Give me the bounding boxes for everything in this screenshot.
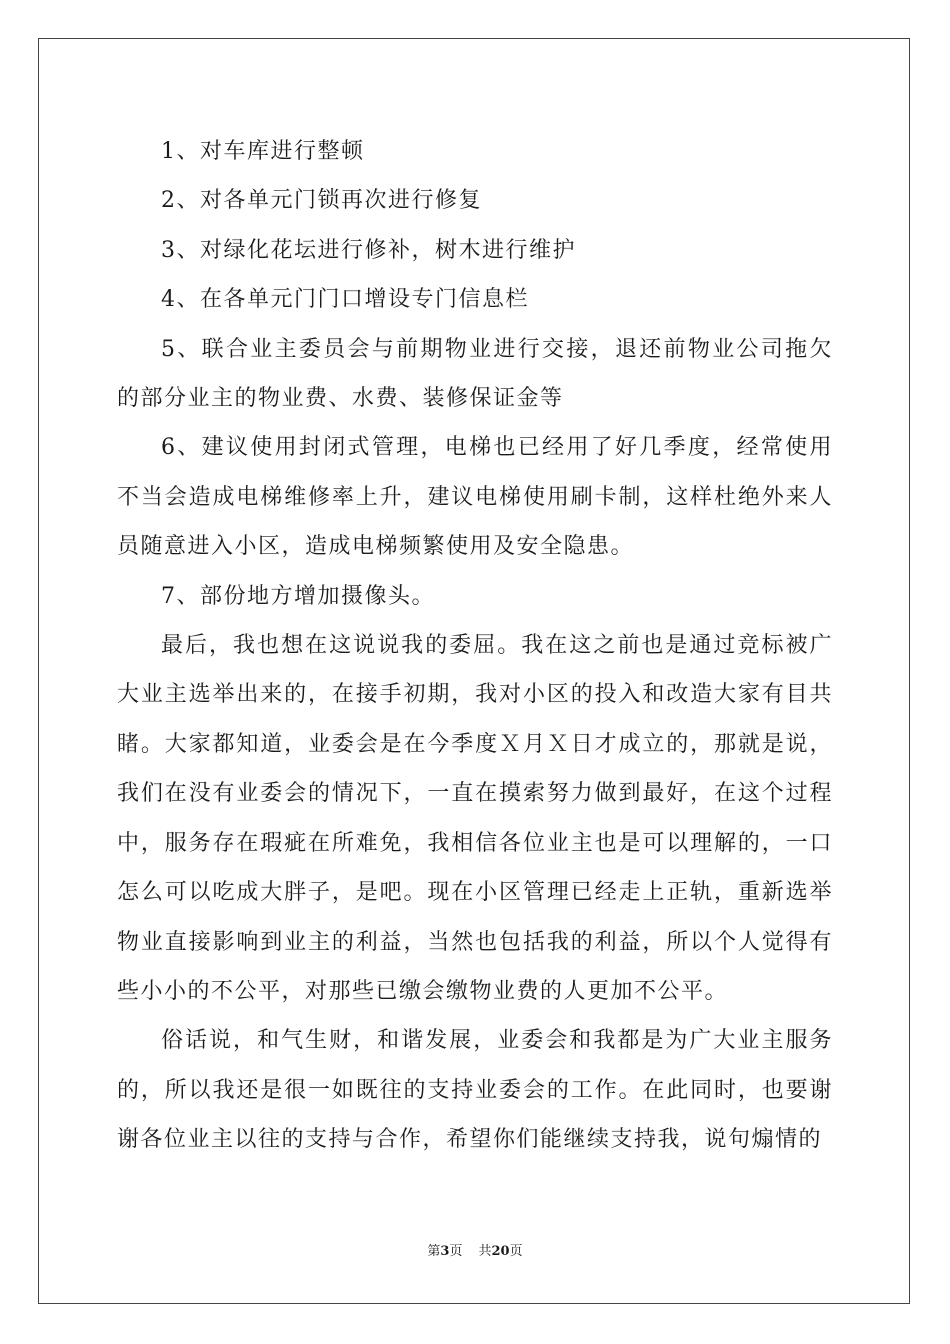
list-item-1: 1、对车库进行整顿 bbox=[161, 139, 365, 164]
list-item-4: 4、在各单元门门口增设专门信息栏 bbox=[161, 287, 529, 313]
list-item-3: 3、对绿化花坛进行修补，树木进行维护 bbox=[161, 237, 576, 263]
list-item-5: 5、联合业主委员会与前期物业进行交接，退还前物业公司拖欠的部分业主的物业费、水费、装修保证金等 bbox=[117, 336, 833, 412]
page-footer bbox=[0, 1244, 950, 1260]
total-page-number: 20 bbox=[491, 1244, 510, 1259]
page-prefix: 第 bbox=[427, 1244, 441, 1259]
list-item-7: 7、部份地方增加摄像头。 bbox=[161, 583, 435, 609]
document-body bbox=[117, 127, 833, 1165]
page-suffix: 页 bbox=[449, 1244, 463, 1259]
current-page-number: 3 bbox=[440, 1244, 450, 1259]
paragraph-closing: 俗话说，和气生财，和谐发展，业委会和我都是为广大业主服务的，所以我还是很一如既往的支持业委会的工作。在此同时，也要谢谢各位业主以往的支持与合作，希望你们能继续支持我，说句煽情的 bbox=[117, 1028, 833, 1153]
total-prefix: 共 bbox=[478, 1244, 492, 1259]
list-item-2: 2、对各单元门锁再次进行修复 bbox=[161, 188, 482, 214]
total-suffix: 页 bbox=[509, 1244, 523, 1259]
paragraph-grievance: 最后，我也想在这说说我的委屈。我在这之前也是通过竞标被广大业主选举出来的，在接手初期，我对小区的投入和改造大家有目共睹。大家都知道，业委会是在今季度Ｘ月Ｘ日才成立的，那就是说，我们在没有业委会的情况下，一直在摸索努力做到最好，在这个过程中，服务存在瑕疵在所难免，我相信各位业主也是可以理解的，一口怎么可以吃成大胖子，是吧。现在小区管理已经走上正轨，重新选举物业直接影响到业主的利益，当然也包括我的利益，所以个人觉得有些小小的不公平，对那些已缴会缴物业费的人更加不公平。 bbox=[117, 633, 833, 1004]
list-item-6: 6、建议使用封闭式管理，电梯也已经用了好几季度，经常使用不当会造成电梯维修率上升，建议电梯使用刷卡制，这样杜绝外来人员随意进入小区，造成电梯频繁使用及安全隐患。 bbox=[117, 435, 833, 560]
